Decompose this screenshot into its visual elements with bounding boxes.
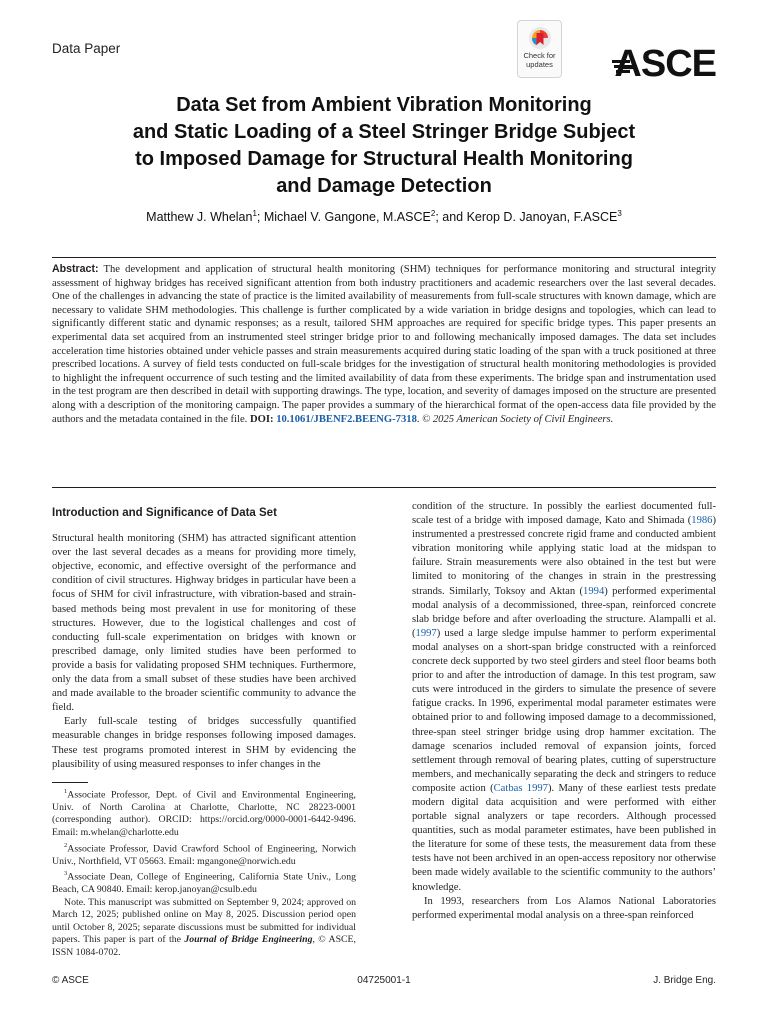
footnote: [52, 786, 356, 840]
crossmark-text-line1: Check for: [523, 51, 556, 60]
author-name: Kerop D. Janoyan, F.ASCE: [466, 210, 618, 225]
doi-link[interactable]: 10.1061/JBENF2.BEENG-7318: [276, 413, 417, 425]
crossmark-icon: [528, 25, 552, 51]
abstract-body: The development and application of structural health monitoring (SHM) techniques for performance monitoring and structural integrity assessment of highway bridges has received significant attention from both industry practitioners and academic researchers over the last several decades. One of the challenges in advancing the state of practice is the limited availability of measurements from full-scale structures with known damage, which are necessary to validate SHM methodologies. This challenge is further complicated by a wide variation in bridge designs and topologies, which can lead to significantly different static and dynamic responses; as a result, tailored SHM approaches are required for specific bridge types. This paper presents an experimental data set acquired from an instrumented steel stringer bridge prior to and following mechanically imposed damages. The data set includes acceleration time histories obtained under vehicle passes and strain measurements acquired during static loading of the span with a truck positioned at three prescribed locations. A survey of field tests conducted on full-scale bridges for the investigation of structural health monitoring methodologies is provided to highlight the infrequent occurrence of such testing and the limited availability of data from these experiments. The bridge span and instrumentation used in the test program are then described in detail with supporting drawings. The type, location, and severity of damages imposed on the structure are presented along with a description of the monitoring campaign. The paper provides a summary of the hierarchical format of the open-access data file provided by the authors and the metadata contained in the file.: [52, 264, 717, 425]
footnotes: [52, 786, 356, 960]
body-text: ). Many of these earliest tests predate modern digital data acquisition and were performed with either portable signal analyzers or tape recorders. Although processed quantities, such as modal parameter estimates, have been published in the literature for some of these tests, the measurement data from these tests have not been archived in an open-access repository nor otherwise been made widely available to the scientific community to the authors’ knowledge.: [412, 782, 716, 893]
footnote: [52, 840, 356, 868]
footnote-marker: 1: [64, 788, 68, 795]
asce-logo-text: ASCE: [614, 43, 716, 80]
footnote: [52, 868, 356, 896]
footnote-marker: 3: [64, 870, 68, 878]
footnote-marker: 2: [64, 841, 68, 849]
article-title: [60, 92, 708, 200]
footer-copyright: © ASCE: [52, 975, 89, 986]
page-footer: [52, 975, 716, 989]
body-text: condition of the structure. In possibly the earliest documented full-scale test of a bridge with imposed damage, Kato and Shimada (: [412, 501, 716, 527]
author-affiliation-marker: 1: [252, 209, 257, 218]
body-paragraph: Early full-scale testing of bridges successfully quantified measurable changes in bridge responses following imposed damages. These test programs promoted interest in SHM by evidencing the plausibility of using measured responses to infer changes in the: [52, 716, 356, 770]
body-text: ) used a large sledge impulse hammer to perform experimental modal analyses on a short-span bridge constructed with a reinforced concrete deck supported by two steel girders and steel floor beams both prior to and after the introduction of damage. In this test program, saw cuts were introduced in the girders to simulate the presence of severe fatigue cracks. In 1996, experimental modal parameter estimates were obtained prior to and following imposed damage to a decommissioned, three-span steel stringer bridge using drop hammer excitation. The damage scenarios included removal of expansion joints, forced settlement through removal of bearing plates, cutting of superstructure members, and mechanically separating the deck and stringers to reduce composite action (: [412, 627, 716, 794]
abstract-label: Abstract:: [52, 263, 99, 275]
title-line: and Static Loading of a Steel Stringer Bridge Subject: [132, 121, 636, 143]
asce-logo: [612, 40, 718, 80]
author-affiliation-marker: 2: [430, 209, 436, 218]
section-heading: Introduction and Significance of Data Set: [52, 507, 277, 519]
author-name: Matthew J. Whelan: [146, 210, 253, 225]
note-text: Note. This manuscript was submitted on September 9, 2024; approved on March 12, 2025; published online on May 8, 2025. Discussion period open until October 8, 2025; separate discussions must be submitted for individual papers. This paper is part of the: [52, 896, 356, 946]
manuscript-note: [52, 897, 356, 960]
right-column: [412, 500, 716, 923]
author-affiliation-marker: 3: [617, 209, 622, 218]
body-text: ) performed experimental modal analysis of a decommissioned, three-span, reinforced concrete slab bridge before and after overloading the structure. Alampalli et al. (: [412, 585, 716, 639]
check-for-updates-badge[interactable]: [517, 20, 562, 78]
footnote-text: Associate Dean, College of Engineering, California State Univ., Long Beach, CA 90840. Email: kerop.janoyan@csulb.edu: [52, 871, 356, 895]
body-paragraph: [412, 500, 716, 895]
author-name: Michael V. Gangone, M.ASCE: [263, 210, 431, 225]
abstract-top-divider: [52, 257, 716, 258]
footnote-text: Associate Professor, David Crawford School of Engineering, Norwich Univ., Northfield, VT 05663. Email: mgangone@norwich.edu: [52, 842, 356, 867]
citation-link[interactable]: 1994: [583, 585, 605, 597]
footnote-text: Associate Professor, Dept. of Civil and Environmental Engineering, Univ. of North Carolina at Charlotte, Charlotte, NC 28223-0001 (corresponding author). ORCID: https://orcid.org/0000-0001-6442-9496. Email: m.whelan@charlotte.edu: [52, 789, 356, 839]
body-paragraph: Structural health monitoring (SHM) has attracted significant attention over the last several decades as a means for providing more timely, objective, economic, and effective oversight of the performance and condition of civil structures. Highway bridges in particular have been a focus of SHM for civil infrastructure, with vibration-based and strain-based methods being most prevalent in use for monitoring of these structures. However, due to the logistical challenges and cost of conducting full-scale experimentation on bridges with known or prescribed damage, only limited studies have been performed to provide a basis for validating proposed SHM techniques. Furthermore, only the data from a small subset of these studies have been archived and made available to the broader scientific community to advance the field.: [52, 533, 356, 714]
body-text: ) instrumented a prestressed concrete rigid frame and conducted ambient vibration monitoring while applying static load at the midspan to failure. Strain measurements were also obtained in the test but were limited to monitoring of the changes in strain in the prestressing strands. Similarly, Toksoy and Aktan (: [412, 515, 716, 597]
journal-name: Journal of Bridge Engineering: [184, 934, 313, 946]
author-list: [60, 209, 708, 224]
abstract-bottom-divider: [52, 487, 716, 488]
footer-page-id: 04725001-1: [357, 975, 411, 986]
note-text: , © ASCE, ISSN 1084-0702.: [52, 934, 356, 958]
copyright-notice: © 2025 American Society of Civil Engineers.: [422, 413, 614, 425]
footer-journal: J. Bridge Eng.: [653, 975, 716, 986]
doi-label: DOI:: [249, 413, 274, 425]
citation-link[interactable]: 1997: [415, 627, 437, 639]
citation-link[interactable]: 1986: [691, 515, 713, 527]
title-line: to Imposed Damage for Structural Health Monitoring: [135, 148, 633, 170]
author-separator: ; and: [435, 210, 467, 225]
abstract: Abstract: The development and application of structural health monitoring (SHM) techniques for performance monitoring and structural integrity assessment of highway bridges has received significant attention from both industry practitioners and academic researchers over the last several decades. One of the challenges in advancing the state of practice is the limited availability of measurements from full-scale structures with known damage, which are necessary to validate SHM methodologies. This challenge is further complicated by a wide variation in bridge designs and topologies, which can lead to significantly different static and dynamic responses; as a result, tailored SHM approaches are required for specific bridge types. This paper presents an experimental data set acquired from an instrumented steel stringer bridge prior to and following mechanically imposed damages. The data set includes acceleration time histories obtained under vehicle passes and strain measurements acquired during static loading of the span with a truck positioned at three prescribed locations. A survey of field tests conducted on full-scale bridges for the investigation of structural health monitoring methodologies is provided to highlight the infrequent occurrence of such testing and the limited availability of data from these experiments. The bridge span and instrumentation used in the test program are then described in detail with supporting drawings. The type, location, and severity of damages imposed on the structure are presented along with a description of the monitoring campaign. The paper provides a summary of the hierarchical format of the open-access data file provided by the authors and the metadata contained in the file. DOI: 10.1061/JBENF2.BEENG-7318. © 2025 American Society of Civil Engineers.: [52, 263, 717, 425]
author-separator: ;: [256, 210, 264, 225]
body-paragraph: In 1993, researchers from Los Alamos National Laboratories performed experimental modal analysis on a three-span reinforced: [412, 895, 716, 921]
left-column: [52, 506, 356, 772]
crossmark-text-line2: updates: [526, 60, 553, 69]
citation-link[interactable]: Catbas 1997: [493, 782, 548, 794]
title-line: and Damage Detection: [276, 175, 492, 197]
title-line: Data Set from Ambient Vibration Monitoring: [176, 94, 592, 116]
footnote-divider: [52, 782, 88, 783]
paper-type-label: Data Paper: [52, 41, 121, 56]
